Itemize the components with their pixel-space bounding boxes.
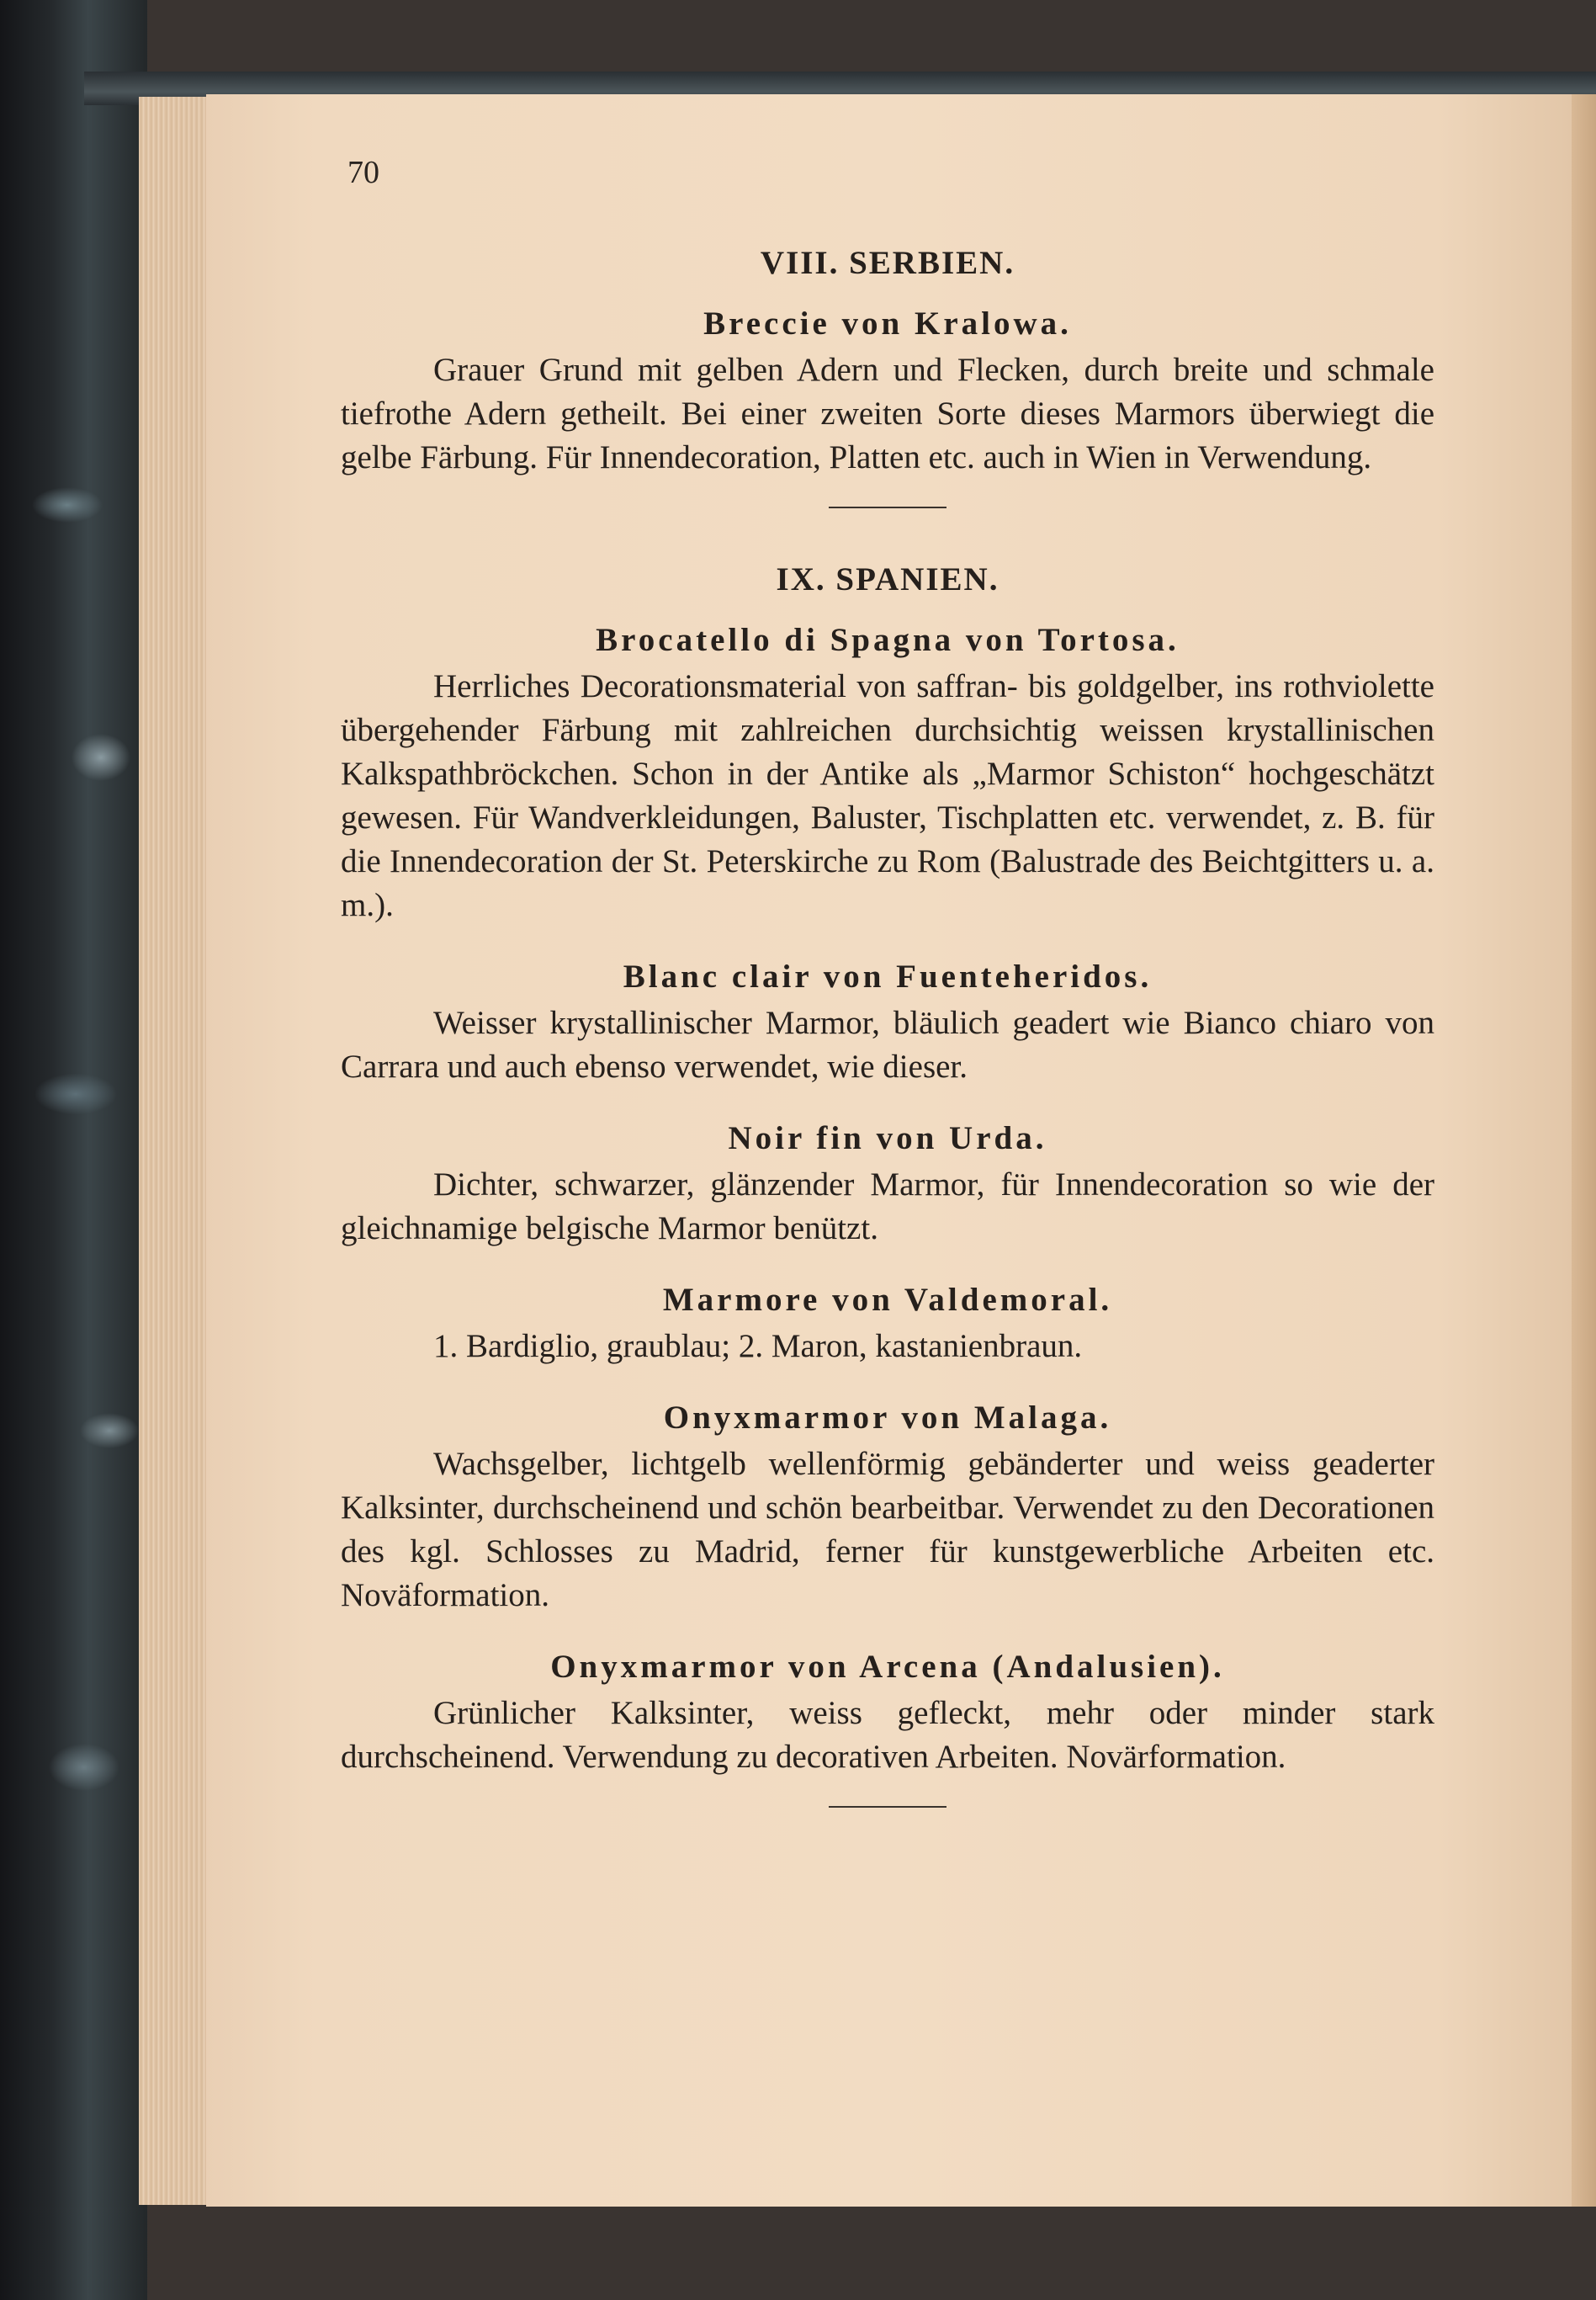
entry-text: Herrliches Decorationsmaterial von saffran- bis goldgelber, ins rothviolette übergehender Färbung mit zahlreichen durchsichtig weissen krystallinischen Kalkspathbröckchen. Schon in der Antike als „Marmor Schiston“ hochgeschätzt gewesen. Für Wandverkleidungen, Baluster, Tischplatten etc. verwendet, z. B. für die Innendecoration der St. Peterskirche zu Rom (Balustrade des Beichtgitters u. a. m.). <box>341 668 1434 923</box>
entry-text: Grauer Grund mit gelben Adern und Flecken, durch breite und schmale tiefrothe Adern getheilt. Bei einer zweiten Sorte dieses Marmors überwiegt die gelbe Färbung. Für Innendecoration, Platten etc. auch in Wien in Verwendung. <box>341 352 1434 475</box>
section-title: IX. SPANIEN. <box>776 561 999 598</box>
page-content <box>341 242 1434 1858</box>
next-page-edge <box>1572 94 1596 2207</box>
entry-title: Breccie von Kralowa. <box>703 305 1072 342</box>
entry-title: Onyxmarmor von Malaga. <box>663 1400 1112 1436</box>
entry-text: Dichter, schwarzer, glänzender Marmor, für Innendecoration so wie der gleichnamige belgische Marmor benützt. <box>341 1166 1434 1246</box>
book-binding <box>0 0 147 2300</box>
entry-title: Brocatello di Spagna von Tortosa. <box>596 622 1180 658</box>
entry-title: Marmore von Valdemoral. <box>662 1282 1113 1318</box>
entry-title: Blanc clair von Fuenteheridos. <box>623 959 1153 995</box>
page-edges <box>139 97 215 2205</box>
section-divider <box>829 507 946 508</box>
entry-text: Weisser krystallinischer Marmor, bläulich geadert wie Bianco chiaro von Carrara und auch ebenso verwendet, wie dieser. <box>341 1005 1434 1085</box>
entry-title: Noir fin von Urda. <box>728 1120 1047 1156</box>
section-spanien <box>341 559 1434 1779</box>
entry-title: Onyxmarmor von Arcena (Andalusien). <box>550 1649 1225 1685</box>
end-divider <box>829 1806 946 1808</box>
section-serbien <box>341 242 1434 480</box>
entry-text: 1. Bardiglio, graublau; 2. Maron, kastanienbraun. <box>433 1328 1083 1364</box>
entry-text: Wachsgelber, lichtgelb wellenförmig gebänderter und weiss geaderter Kalksinter, durchscheinend und schön bearbeitbar. Verwendet zu den Decorationen des kgl. Schlosses zu Madrid, ferner für kunstgewerbliche Arbeiten etc. Noväformation. <box>341 1446 1434 1613</box>
section-title: VIII. SERBIEN. <box>760 245 1015 281</box>
entry-text: Grünlicher Kalksinter, weiss gefleckt, mehr oder minder stark durchscheinend. Verwendung zu decorativen Arbeiten. Novärformation. <box>341 1695 1434 1775</box>
page-number: 70 <box>347 155 379 190</box>
